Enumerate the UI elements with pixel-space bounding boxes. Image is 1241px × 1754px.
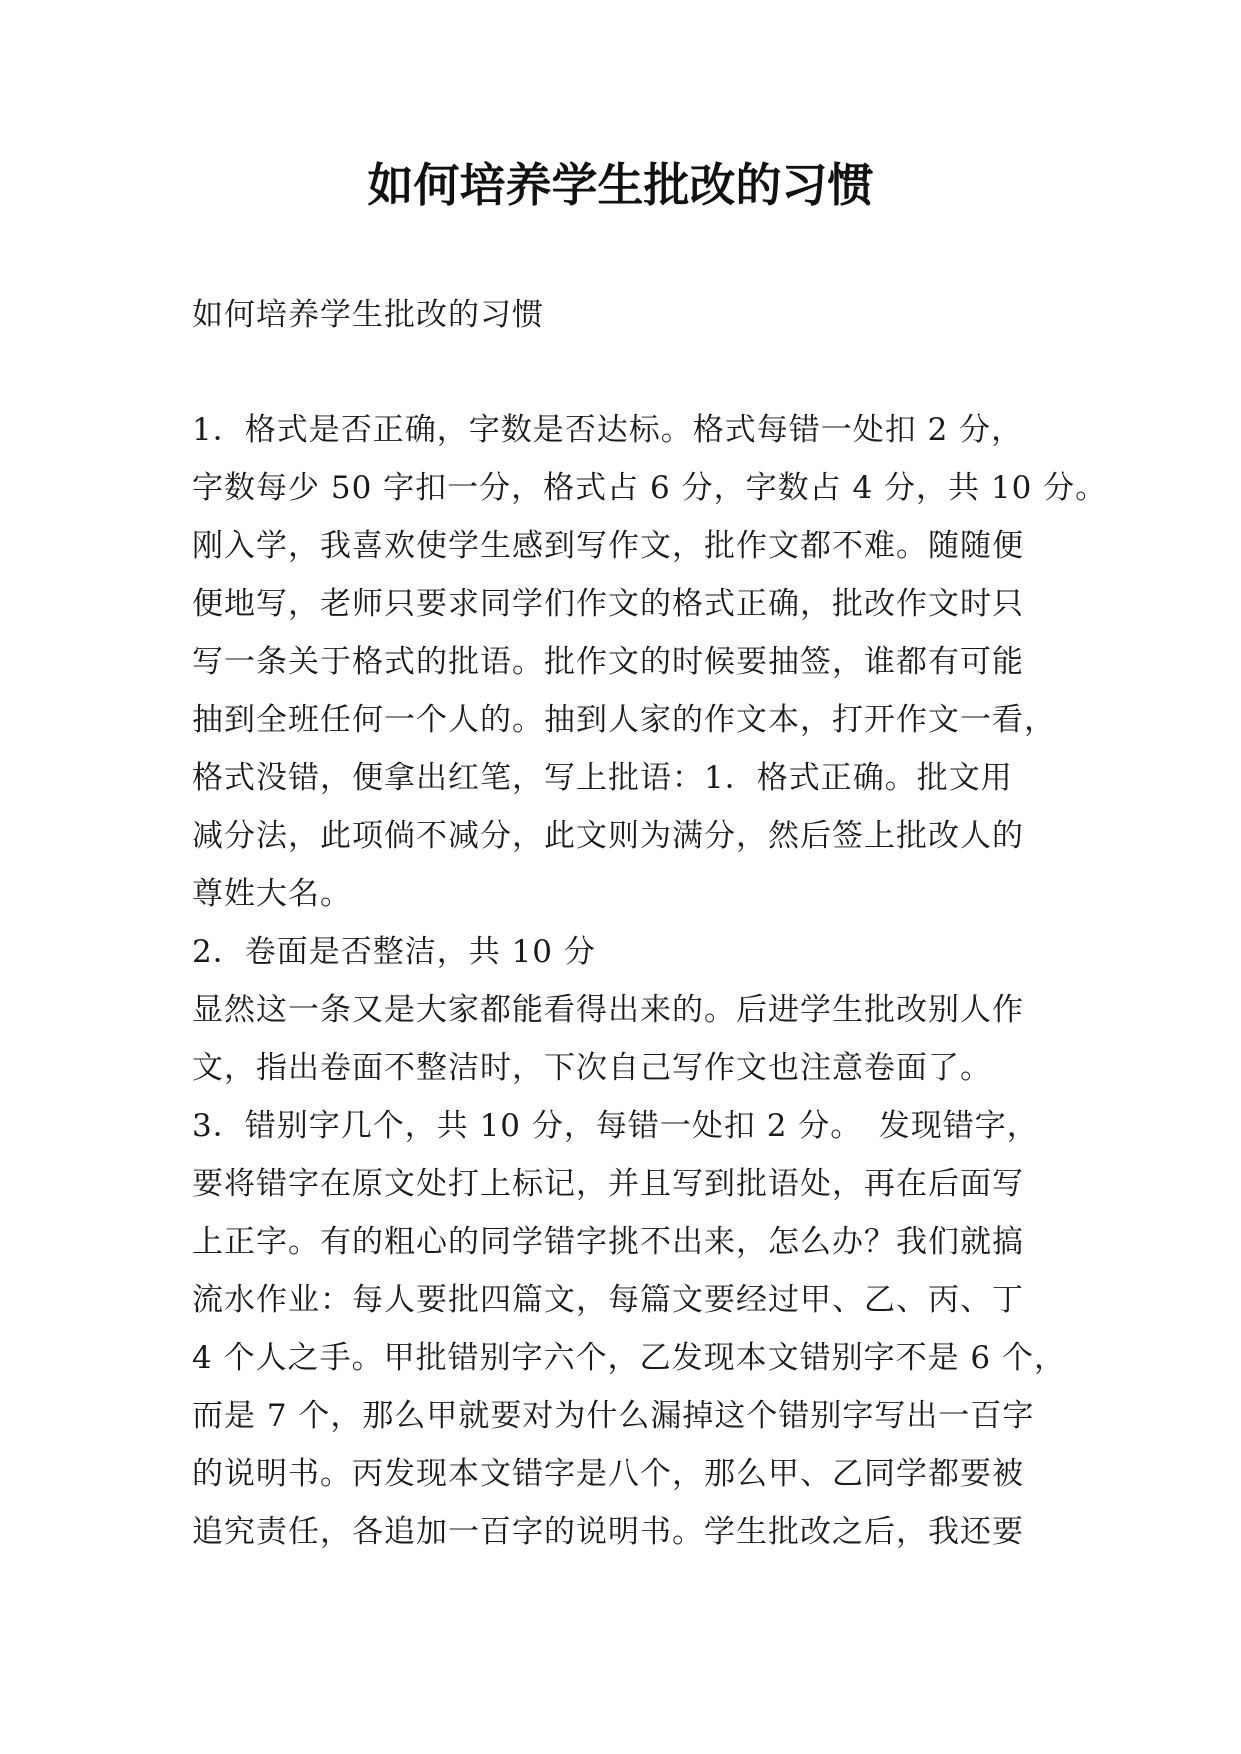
body-line: 3．错别字几个，共 10 分，每错一处扣 2 分。 发现错字， xyxy=(192,1108,1039,1144)
body-line: 文，指出卷面不整洁时，下次自己写作文也注意卷面了。 xyxy=(192,1050,992,1086)
body-line: 2．卷面是否整洁，共 10 分 xyxy=(192,934,596,970)
body-line: 减分法，此项倘不减分，此文则为满分，然后签上批改人的 xyxy=(192,818,1024,854)
document-title: 如何培养学生批改的习惯 xyxy=(367,158,874,212)
body-line: 要将错字在原文处打上标记，并且写到批语处，再在后面写 xyxy=(192,1166,1024,1202)
body-line: 格式没错，便拿出红笔，写上批语：1．格式正确。批文用 xyxy=(192,760,1013,796)
body-line: 的说明书。丙发现本文错字是八个，那么甲、乙同学都要被 xyxy=(192,1456,1024,1492)
body-line: 4 个人之手。甲批错别字六个，乙发现本文错别字不是 6 个， xyxy=(192,1340,1067,1376)
body-line: 流水作业：每人要批四篇文，每篇文要经过甲、乙、丙、丁 xyxy=(192,1282,1024,1318)
body-line: 显然这一条又是大家都能看得出来的。后进学生批改别人作 xyxy=(192,992,1024,1028)
body-line: 追究责任，各追加一百字的说明书。学生批改之后，我还要 xyxy=(192,1514,1024,1550)
document-body xyxy=(192,401,1108,1561)
body-line: 便地写，老师只要求同学们作文的格式正确，批改作文时只 xyxy=(192,586,1024,622)
body-line: 写一条关于格式的批语。批作文的时候要抽签，谁都有可能 xyxy=(192,644,1024,680)
body-line: 而是 7 个，那么甲就要对为什么漏掉这个错别字写出一百字 xyxy=(192,1398,1035,1434)
body-line: 1．格式是否正确，字数是否达标。格式每错一处扣 2 分， xyxy=(192,412,1024,448)
body-line: 字数每少 50 字扣一分，格式占 6 分，字数占 4 分，共 10 分。 xyxy=(192,470,1108,506)
body-line: 上正字。有的粗心的同学错字挑不出来，怎么办？我们就搞 xyxy=(192,1224,1024,1260)
document-subtitle: 如何培养学生批改的习惯 xyxy=(192,297,544,333)
body-line: 尊姓大名。 xyxy=(192,876,352,912)
body-line: 抽到全班任何一个人的。抽到人家的作文本，打开作文一看， xyxy=(192,702,1056,738)
body-line: 刚入学，我喜欢使学生感到写作文，批作文都不难。随随便 xyxy=(192,528,1024,564)
